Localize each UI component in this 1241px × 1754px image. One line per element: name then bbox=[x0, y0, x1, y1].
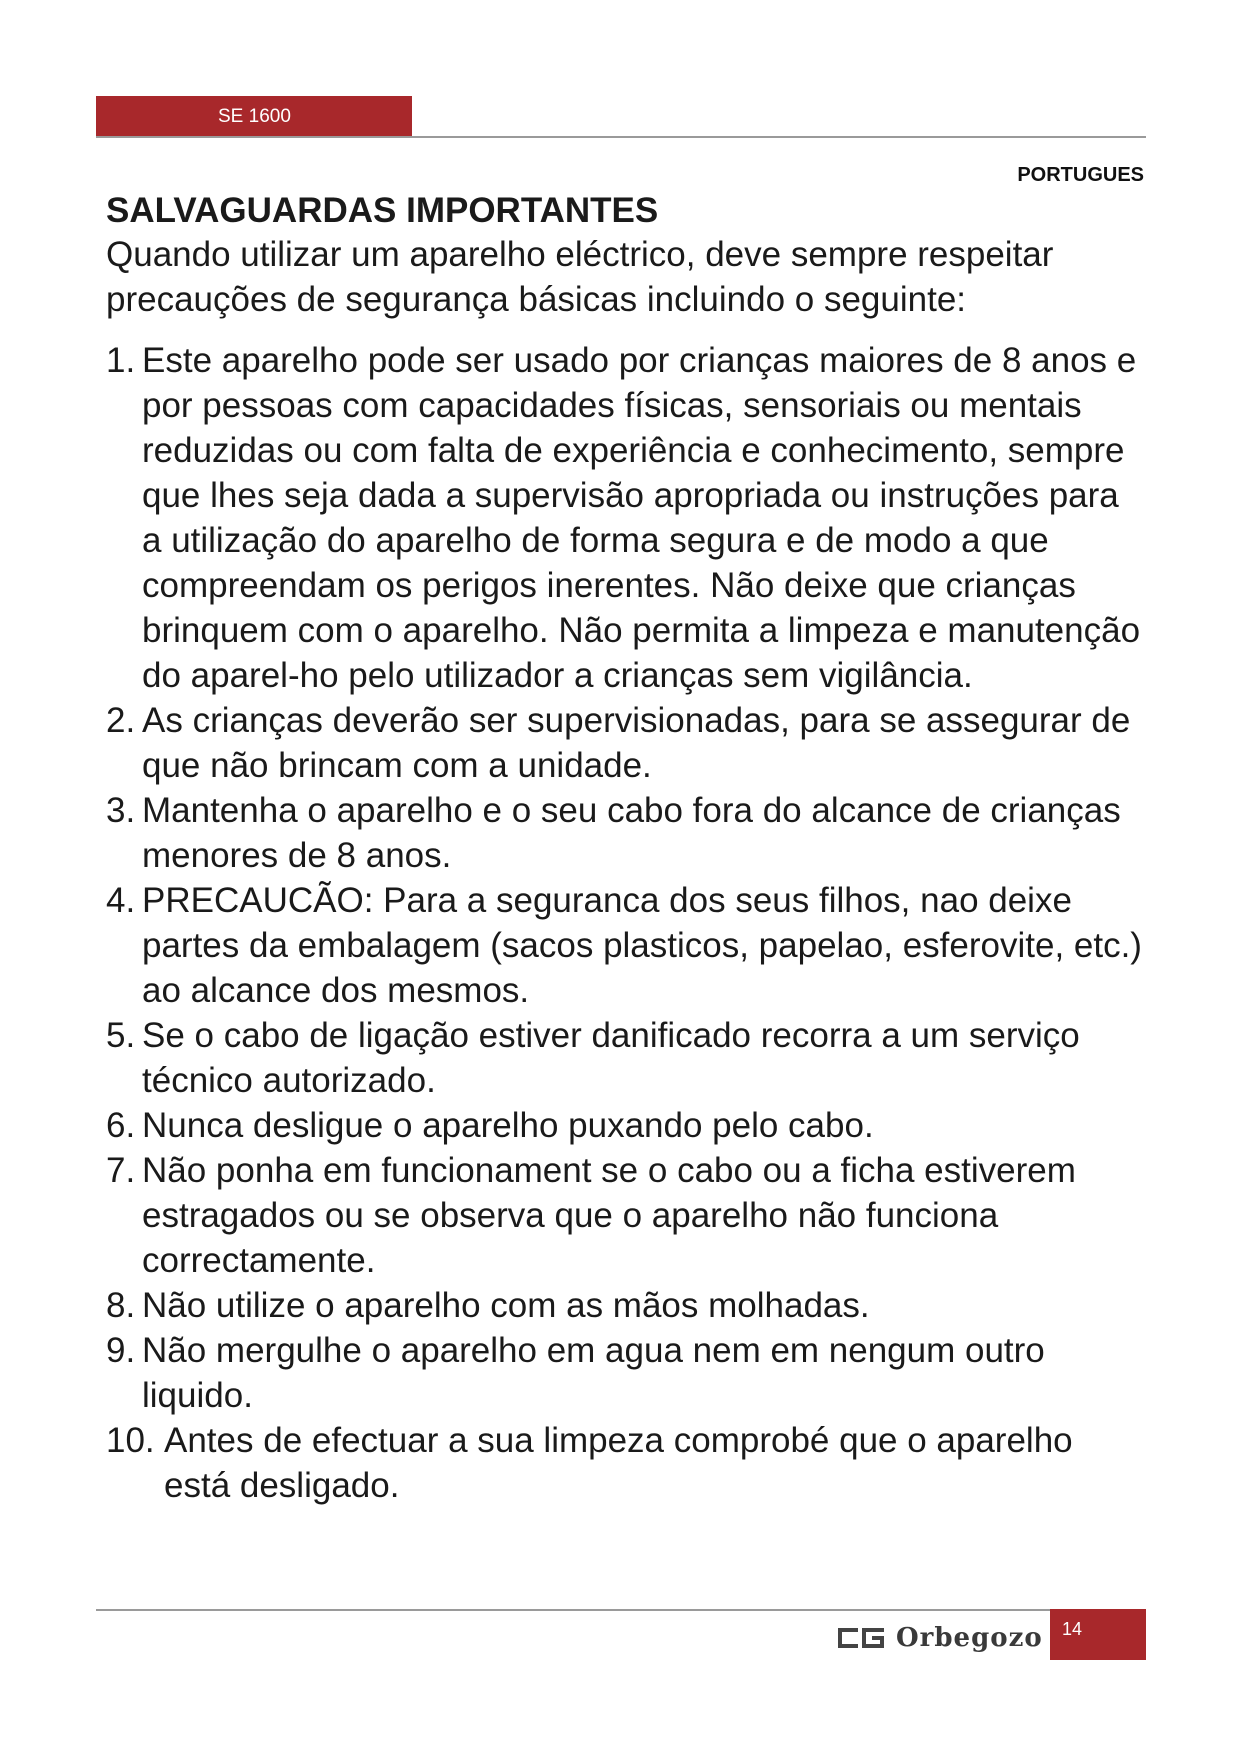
list-item bbox=[106, 1013, 1146, 1103]
list-item bbox=[106, 788, 1146, 878]
list-item bbox=[106, 1418, 1146, 1508]
item-text: Este aparelho pode ser usado por crianças maiores de 8 anos e por pessoas com capacidades físicas, sensoriais ou mentais reduzidas ou com falta de experiência e conhecimento, sempre que lhes seja dada a supervisão apropriada ou instruções para a utilização do aparelho de forma segura e de modo a que compreendam os perigos inerentes. Não deixe que crianças brinquem com o aparelho. Não permita a limpeza e manutenção do aparel-ho pelo utilizador a crianças sem vigilância. bbox=[142, 341, 1141, 695]
item-number: 2. bbox=[106, 701, 136, 740]
list-item bbox=[106, 1103, 1146, 1148]
footer-divider bbox=[96, 1609, 1050, 1611]
list-item bbox=[106, 1283, 1146, 1328]
list-item bbox=[106, 1328, 1146, 1418]
section-title: SALVAGUARDAS IMPORTANTES bbox=[106, 191, 659, 230]
item-number: 1. bbox=[106, 341, 136, 380]
item-text: Não mergulhe o aparelho em agua nem em nengum outro liquido. bbox=[142, 1331, 1045, 1415]
model-tab bbox=[96, 96, 412, 137]
section-intro: Quando utilizar um aparelho eléctrico, deve sempre respeitar precauções de segurança básicas incluindo o seguinte: bbox=[106, 235, 1054, 319]
language-label: PORTUGUES bbox=[1017, 164, 1144, 186]
item-text: Nunca desligue o aparelho puxando pelo cabo. bbox=[142, 1106, 874, 1145]
brand-logo bbox=[838, 1616, 1043, 1660]
item-text: Mantenha o aparelho e o seu cabo fora do alcance de crianças menores de 8 anos. bbox=[142, 791, 1121, 875]
item-text: Não ponha em funcionament se o cabo ou a ficha estiverem estragados ou se observa que o aparelho não funciona correctamente. bbox=[142, 1151, 1076, 1280]
item-text: As crianças deverão ser supervisionadas, para se assegurar de que não brincam com a unidade. bbox=[142, 701, 1131, 785]
list-item bbox=[106, 878, 1146, 1013]
page-content bbox=[106, 190, 1146, 1508]
brand-name: Orbegozo bbox=[896, 1623, 1043, 1653]
item-number: 10. bbox=[106, 1421, 155, 1460]
item-number: 8. bbox=[106, 1286, 136, 1325]
item-text: Não utilize o aparelho com as mãos molhadas. bbox=[142, 1286, 870, 1325]
header-divider bbox=[96, 136, 1146, 138]
item-number: 7. bbox=[106, 1151, 136, 1190]
item-number: 5. bbox=[106, 1016, 136, 1055]
page-number: 14 bbox=[1062, 1619, 1083, 1639]
item-number: 9. bbox=[106, 1331, 136, 1370]
list-item bbox=[106, 1148, 1146, 1283]
item-text: Antes de efectuar a sua limpeza comprobé que o aparelho está desligado. bbox=[164, 1421, 1073, 1505]
item-text: PRECAUCÃO: Para a seguranca dos seus filhos, nao deixe partes da embalagem (sacos plasticos, papelao, esferovite, etc.) ao alcance dos mesmos. bbox=[142, 881, 1142, 1010]
safety-list bbox=[106, 338, 1146, 1508]
list-item bbox=[106, 698, 1146, 788]
item-number: 6. bbox=[106, 1106, 136, 1145]
model-label: SE 1600 bbox=[218, 106, 291, 127]
page-number-box bbox=[1050, 1609, 1146, 1660]
item-number: 3. bbox=[106, 791, 136, 830]
orbegozo-logo-icon bbox=[838, 1628, 884, 1648]
list-item bbox=[106, 338, 1146, 698]
item-number: 4. bbox=[106, 881, 136, 920]
item-text: Se o cabo de ligação estiver danificado recorra a um serviço técnico autorizado. bbox=[142, 1016, 1080, 1100]
